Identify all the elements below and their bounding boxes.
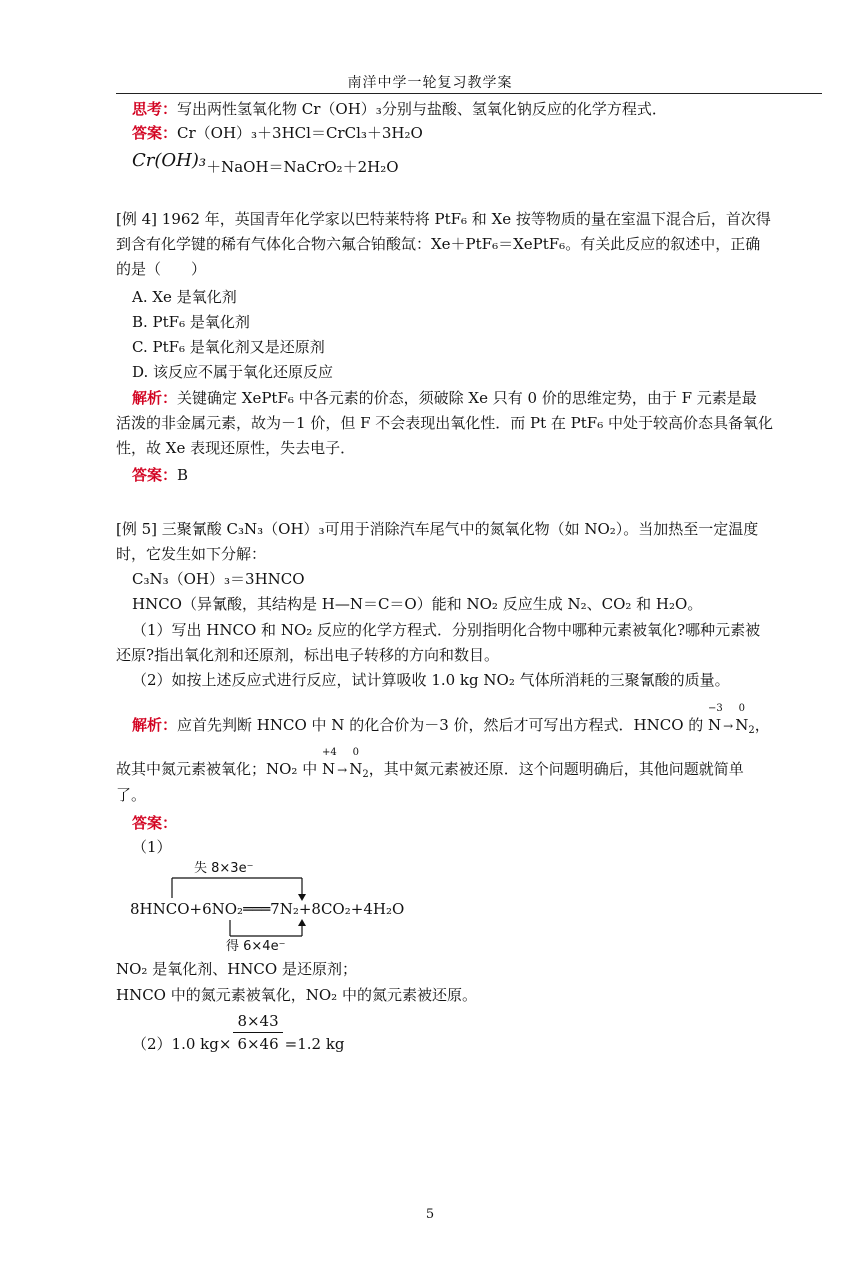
think-answer-1	[132, 122, 842, 144]
ex4-analysis-1-text: 关键确定 XePtF₆ 中各元素的价态，须破除 Xe 只有 0 价的思维定势，由于 F 元素是最	[177, 389, 757, 407]
ex5-ans2	[132, 1010, 842, 1055]
ox-n2-zero-1-value: 0	[738, 703, 745, 714]
ox-arrow-2: →	[337, 763, 348, 777]
think-answer-2-rest: ＋NaOH＝NaCrO₂＋2H₂O	[206, 158, 399, 176]
ex4-option-d: D. 该反应不属于氧化还原反应	[132, 363, 334, 381]
ex4-option-c: C. PtF₆ 是氧化剂又是还原剂	[132, 338, 325, 356]
ox-n2-zero-1	[735, 703, 749, 736]
ex5-eq-2: HNCO（异氰酸，其结构是 H—N＝C＝O）能和 NO₂ 反应生成 N₂、CO₂ 和 H₂O。	[132, 595, 703, 613]
think-answer-label: 答案：	[132, 124, 178, 142]
ex5-line-1: [例 5] 三聚氰酸 C₃N₃（OH）₃可用于消除汽车尾气中的氮氧化物（如 NO₂）。当加热至一定温度	[116, 520, 759, 538]
ex5-answer-label: 答案：	[132, 814, 178, 832]
ex4-answer-label: 答案：	[132, 466, 178, 484]
ex5-analysis-3: 了。	[116, 786, 147, 804]
ox-n2-zero-2-symbol: N	[349, 760, 363, 778]
ex5-ans1-b: HNCO 中的氮元素被氧化，NO₂ 中的氮元素被还原。	[116, 986, 477, 1004]
header-rule	[116, 93, 822, 94]
ox-n-plus4-value: +4	[322, 747, 337, 758]
ox-n-minus3-symbol: N	[708, 716, 722, 734]
ex5-analysis-2-end: ，其中氮元素被还原．这个问题明确后，其他问题就简单	[368, 760, 744, 778]
electron-transfer-diagram	[130, 856, 440, 952]
gain-arrowhead	[298, 919, 306, 926]
fraction-denominator: 6×46	[237, 1035, 279, 1053]
ox-n2-zero-2-value: 0	[352, 747, 359, 758]
ex4-line-3: 的是（ ）	[116, 260, 207, 278]
ex4-analysis-3: 性，故 Xe 表现还原性，失去电子．	[116, 439, 356, 457]
ex5-analysis-1-end: ，	[754, 716, 770, 734]
ex5-analysis-2-text: 故其中氮元素被氧化；NO₂ 中	[116, 760, 318, 778]
ex4-option-a: A. Xe 是氧化剂	[132, 288, 237, 306]
think-text: 写出两性氢氧化物 Cr（OH）₃分别与盐酸、氢氧化钠反应的化学方程式．	[177, 100, 667, 118]
ex4-line-1: [例 4] 1962 年，英国青年化学家以巴特莱特将 PtF₆ 和 Xe 按等物质的量在室温下混合后，首次得	[116, 210, 771, 228]
ox-n2-zero-1-symbol: N	[735, 716, 749, 734]
think-answer-2-formula: Cr(OH)₃	[132, 150, 207, 171]
ox-n-minus3-value: −3	[708, 703, 723, 714]
page-header: 南洋中学一轮复习教学案	[347, 75, 513, 91]
lose-electrons-label: 失 8×3e⁻	[194, 861, 254, 876]
ex5-q1-b: 还原?指出氧化剂和还原剂，标出电子转移的方向和数目。	[116, 646, 500, 664]
think-label: 思考：	[132, 100, 178, 118]
ex4-analysis-2: 活泼的非金属元素，故为－1 价，但 F 不会表现出氧化性．而 Pt 在 PtF₆ 中处于较高价态具备氧化	[116, 414, 773, 432]
ex5-analysis-1	[132, 703, 842, 737]
ox-n-plus4	[322, 747, 337, 780]
gain-electrons-label: 得 6×4e⁻	[226, 939, 286, 952]
ex4-option-b: B. PtF₆ 是氧化剂	[132, 313, 250, 331]
ex4-answer	[132, 464, 842, 486]
ox-n2-zero-2	[349, 747, 363, 780]
ex5-ans1-a: NO₂ 是氧化剂、HNCO 是还原剂；	[116, 960, 357, 978]
redox-equation: 8HNCO+6NO₂═══7N₂+8CO₂+4H₂O	[130, 900, 405, 918]
ex4-answer-text: B	[177, 466, 189, 484]
ex5-q1-a: （1）写出 HNCO 和 NO₂ 反应的化学方程式．分别指明化合物中哪种元素被氧化?哪种元素被	[132, 621, 761, 639]
ox-n2-zero-1-sub: 2	[748, 725, 755, 736]
ex5-line-2: 时，它发生如下分解：	[116, 545, 267, 563]
ox-arrow-1: →	[723, 719, 734, 733]
mass-fraction	[233, 1010, 282, 1055]
ex4-analysis-label: 解析：	[132, 389, 178, 407]
ex5-analysis-1-text: 应首先判断 HNCO 中 N 的化合价为－3 价，然后才可写出方程式．HNCO 的	[177, 716, 704, 734]
ex5-ans2-suffix: =1.2 kg	[284, 1034, 345, 1053]
ex5-analysis-2	[116, 747, 826, 781]
ex4-line-2: 到含有化学键的稀有气体化合物六氟合铂酸氙：Xe＋PtF₆＝XePtF₆。有关此反应的叙述中，正确	[116, 235, 761, 253]
ox-n2-zero-2-sub: 2	[362, 769, 369, 780]
ex5-ans1-label: （1）	[132, 838, 172, 856]
ex5-ans2-prefix: （2）1.0 kg×	[132, 1034, 232, 1053]
ex5-answer-heading	[132, 812, 842, 834]
think-answer-1-text: Cr（OH）₃＋3HCl＝CrCl₃＋3H₂O	[177, 124, 423, 142]
ex4-analysis-1	[132, 387, 842, 409]
ex5-eq-1: C₃N₃（OH）₃＝3HNCO	[132, 570, 305, 588]
fraction-numerator: 8×43	[233, 1010, 282, 1033]
ox-n-minus3	[708, 703, 723, 736]
ex5-q2: （2）如按上述反应式进行反应，试计算吸收 1.0 kg NO₂ 气体所消耗的三聚氰酸的质量。	[132, 671, 730, 689]
think-question	[132, 98, 842, 120]
think-answer-2	[132, 150, 842, 176]
ex5-analysis-label: 解析：	[132, 716, 178, 734]
page-number: 5	[425, 1207, 435, 1222]
ox-n-plus4-symbol: N	[322, 760, 336, 778]
